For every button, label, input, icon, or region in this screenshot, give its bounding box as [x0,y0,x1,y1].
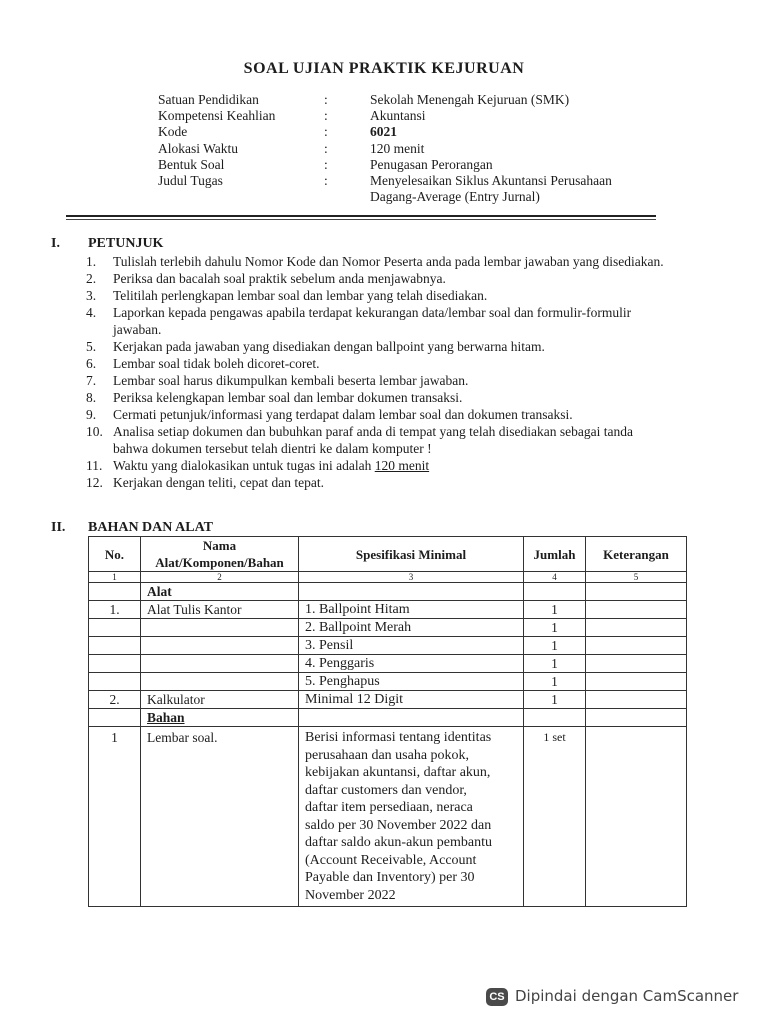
item-text: Periksa kelengkapan lembar soal dan lembar dokumen transaksi. [113,390,463,405]
list-item [86,355,666,372]
list-item [86,253,666,270]
group-label [141,709,299,727]
cell-name [141,673,299,691]
list-item [86,423,666,457]
list-item [86,389,666,406]
meta-value: 120 menit [370,140,425,156]
cell-name [141,655,299,673]
cell-spec: Berisi informasi tentang identitas perusahaan dan usaha pokok, kebijakan akuntansi, daftar akun, daftar customers dan vendor, daftar item persediaan, neraca saldo per 30 November 2022 dan daftar saldo akun-akun pembantu (Account Receivable, Account Payable dan Inventory) per 30 November 2022 [299,727,524,907]
meta-value: 6021 [370,124,397,140]
list-item [86,304,666,338]
meta-value-line2: Dagang-Average (Entry Jurnal) [370,189,540,205]
list-item [86,406,666,423]
item-number: 4. [86,305,97,320]
cell-note [586,637,687,655]
cell-spec: Minimal 12 Digit [299,691,524,709]
item-text [113,457,666,474]
cell-note [586,727,687,907]
item-text: Periksa dan bacalah soal praktik sebelum anda menjawabnya. [113,271,446,286]
item-number: 2. [86,271,97,286]
meta-colon: : [324,172,328,188]
header-name: Nama Alat/Komponen/Bahan [141,537,299,572]
table-row [89,655,687,673]
cell-spec: 1. Ballpoint Hitam [299,601,524,619]
group-label-text: Bahan [147,710,185,725]
cell-spec: 3. Pensil [299,637,524,655]
section-number: II. [51,520,66,535]
item-number: 3. [86,288,97,303]
meta-key: Alokasi Waktu [158,140,239,156]
index-cell: 4 [524,572,586,583]
materials-table [88,536,687,907]
item-text: Cermati petunjuk/informasi yang terdapat dalam lembar soal dan dokumen transaksi. [113,407,573,422]
cell-qty: 1 [524,691,586,709]
meta-value: Sekolah Menengah Kejuruan (SMK) [370,92,570,107]
meta-key: Kode [158,124,188,140]
camscanner-logo-icon: CS [486,988,508,1006]
table-row [89,691,687,709]
cell-note [586,601,687,619]
item-text: Tulislah terlebih dahulu Nomor Kode dan Nomor Peserta anda pada lembar jawaban yang disediakan. [113,254,664,269]
list-item [86,457,666,474]
item-text: Kerjakan dengan teliti, cepat dan tepat. [113,475,325,490]
index-cell: 3 [299,572,524,583]
group-row-alat [89,583,687,601]
cell-name [141,637,299,655]
table-index-row [89,572,687,583]
group-label: Alat [141,583,299,601]
cell-no [89,655,141,673]
item-number: 8. [86,390,97,405]
item-number: 7. [86,373,97,388]
list-item [86,338,666,355]
meta-colon: : [324,92,328,107]
list-item [86,474,666,491]
cell-qty: 1 [524,601,586,619]
table-row [89,601,687,619]
cell-name: Alat Tulis Kantor [141,601,299,619]
table-row [89,727,687,907]
item-text: Kerjakan pada jawaban yang disediakan dengan ballpoint yang berwarna hitam. [113,339,545,354]
meta-key: Kompetensi Keahlian [158,108,276,124]
divider-thin [66,219,656,220]
meta-colon: : [324,140,328,156]
meta-key: Judul Tugas [158,172,223,188]
header-spec: Spesifikasi Minimal [299,537,524,572]
cell-no [89,673,141,691]
meta-value: Penugasan Perorangan [370,156,493,172]
cell-spec: 5. Penghapus [299,673,524,691]
cell-name: Lembar soal. [141,727,299,907]
item-text: Analisa setiap dokumen dan bubuhkan paraf anda di tempat yang telah disediakan sebagai tanda bahwa dokumen tersebut telah dientri ke dalam komputer ! [113,424,633,456]
index-cell: 5 [586,572,687,583]
item-number: 9. [86,407,97,422]
section-title: BAHAN DAN ALAT [88,520,213,535]
list-item [86,372,666,389]
item-number: 12. [86,475,103,490]
cell-no: 2. [89,691,141,709]
item-text: Laporkan kepada pengawas apabila terdapat kekurangan data/lembar soal dan formulir-formulir jawaban. [113,305,632,337]
table-row [89,673,687,691]
meta-key: Bentuk Soal [158,156,225,172]
cell-name [141,619,299,637]
cell-note [586,691,687,709]
cell-note [586,655,687,673]
header-no: No. [89,537,141,572]
item-text: Lembar soal harus dikumpulkan kembali beserta lembar jawaban. [113,373,469,388]
meta-value: Menyelesaikan Siklus Akuntansi Perusahaan [370,172,612,188]
table-row [89,637,687,655]
cell-qty: 1 [524,655,586,673]
cell-name: Kalkulator [141,691,299,709]
meta-colon: : [324,124,328,140]
meta-colon: : [324,156,328,172]
cell-no [89,619,141,637]
list-item [86,287,666,304]
document-title: SOAL UJIAN PRAKTIK KEJURUAN [243,60,525,77]
item-text: Lembar soal tidak boleh dicoret-coret. [113,356,320,371]
time-allocation: 120 menit [374,458,430,473]
item-text-lead: Waktu yang dialokasikan untuk tugas ini adalah [113,458,375,473]
cell-note [586,619,687,637]
item-number: 11. [86,458,103,473]
camscanner-watermark: Dipindai dengan CamScanner [515,987,739,1005]
meta-colon: : [324,108,328,124]
item-number: 6. [86,356,97,371]
divider-thick [66,215,656,217]
cell-qty: 1 set [524,727,586,907]
table-row [89,619,687,637]
item-number: 1. [86,254,97,269]
cell-spec: 4. Penggaris [299,655,524,673]
cell-no: 1 [89,727,141,907]
header-qty: Jumlah [524,537,586,572]
cell-no: 1. [89,601,141,619]
group-row-bahan [89,709,687,727]
index-cell: 1 [89,572,141,583]
instruction-list [86,253,666,491]
index-cell: 2 [141,572,299,583]
meta-value: Akuntansi [370,108,426,124]
meta-key: Satuan Pendidikan [158,92,259,107]
list-item [86,270,666,287]
cell-qty: 1 [524,619,586,637]
table-header-row [89,537,687,572]
cell-qty: 1 [524,637,586,655]
item-number: 10. [86,424,103,439]
section-number: I. [51,236,60,251]
cell-spec: 2. Ballpoint Merah [299,619,524,637]
item-number: 5. [86,339,97,354]
header-note: Keterangan [586,537,687,572]
item-text: Telitilah perlengkapan lembar soal dan lembar yang telah disediakan. [113,288,488,303]
cell-no [89,637,141,655]
cell-note [586,673,687,691]
section-title: PETUNJUK [88,236,164,251]
cell-qty: 1 [524,673,586,691]
